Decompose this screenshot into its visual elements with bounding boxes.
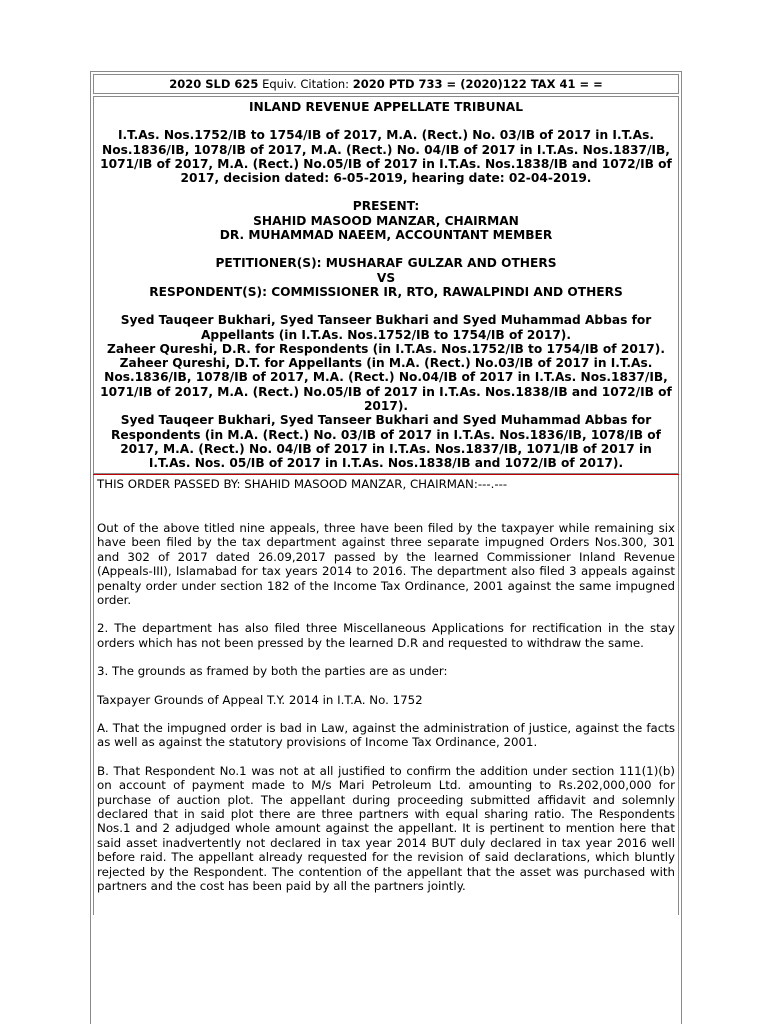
bench-chairman: SHAHID MASOOD MANZAR, CHAIRMAN bbox=[253, 213, 519, 228]
tribunal-name: INLAND REVENUE APPELLATE TRIBUNAL bbox=[249, 100, 523, 114]
paragraph: A. That the impugned order is bad in Law, against the administration of justice, against the facts as well as against the statutory provisions of Income Tax Ordinance, 2001. bbox=[97, 721, 675, 750]
counsel-line: Zaheer Qureshi, D.T. for Appellants (in M.A. (Rect.) No.03/IB of 2017 in I.T.As. Nos.1836/IB, 1078/IB of 2017, M.A. (Rect.) No.04/IB of 2017 in I.T.As. Nos.1837/IB, 1071/IB of 2017, M.A. (Rect.) No.05/IB of 2017 in I.T.As. Nos.1838/IB and 1072/IB of 2017). bbox=[100, 356, 672, 414]
citation-bar bbox=[93, 74, 679, 94]
counsel-line: Syed Tauqeer Bukhari, Syed Tanseer Bukhari and Syed Muhammad Abbas for Respondents (in M.A. (Rect.) No. 03/IB of 2017 in I.T.As. Nos.1836/IB, 1078/IB of 2017, M.A. (Rect.) No. 04/IB of 2017 in I.T.As. Nos.1837/IB, 1071/IB of 2017 in I.T.As. Nos. 05/IB of 2017 in I.T.As. Nos.1838/IB and 1072/IB of 2017). bbox=[111, 413, 661, 471]
case-numbers: I.T.As. Nos.1752/IB to 1754/IB of 2017, M.A. (Rect.) No. 03/IB of 2017 in I.T.As. Nos.1836/IB, 1078/IB of 2017, M.A. (Rect.) No. 04/IB of 2017 in I.T.As. Nos.1837/IB, 1071/IB of 2017, M.A. (Rect.) No.05/IB of 2017 in I.T.As. Nos.1838/IB and 1072/IB of 2017, decision dated: 6-05-2019, hearing date: 02-04-2019. bbox=[100, 128, 672, 186]
counsel-line: Syed Tauqeer Bukhari, Syed Tanseer Bukhari and Syed Muhammad Abbas for Appellants (in I.T.As. Nos.1752/IB to 1754/IB of 2017). bbox=[120, 313, 652, 342]
citation-equiv-label: Equiv. Citation: bbox=[262, 77, 350, 91]
bench-member: DR. MUHAMMAD NAEEM, ACCOUNTANT MEMBER bbox=[219, 228, 553, 243]
paragraph: 2. The department has also filed three Miscellaneous Applications for rectification in the stay orders which has not been pressed by the learned D.R and requested to withdraw the same. bbox=[97, 621, 675, 650]
paragraph: B. That Respondent No.1 was not at all justified to confirm the addition under section 111(1)(b) on account of payment made to M/s Mari Petroleum Ltd. amounting to Rs.202,000,000 for purchase of auction plot. The appellant during proceeding submitted affidavit and solemnly declared that in said plot there are three partners with equal sharing ratio. The Respondents Nos.1 and 2 adjudged whole amount against the appellant. It is pertinent to mention here that said asset inadvertently not declared in tax year 2014 BUT duly declared in tax year 2016 well before raid. The appellant already requested for the revision of said declarations, which bluntly rejected by the Respondent. The contention of the appellant that the asset was purchased with partners and the cost has been paid by all the partners jointly. bbox=[97, 763, 675, 894]
respondent: RESPONDENT(S): COMMISSIONER IR, RTO, RAWALPINDI AND OTHERS bbox=[149, 284, 623, 299]
citation-sld: 2020 SLD 625 bbox=[169, 77, 259, 91]
paragraph: 3. The grounds as framed by both the parties are as under: bbox=[97, 664, 448, 679]
paragraph: Out of the above titled nine appeals, three have been filed by the taxpayer while remaining six have been filed by the tax department against three separate impugned Orders Nos.300, 301 and 302 of 2017 dated 26.09,2017 passed by the learned Commissioner Inland Revenue (Appeals-III), Islamabad for tax years 2014 to 2016. The department also filed 3 appeals against penalty order under section 182 of the Income Tax Ordinance, 2001 against the same impugned order. bbox=[97, 520, 675, 607]
petitioner: PETITIONER(S): MUSHARAF GULZAR AND OTHERS bbox=[215, 256, 557, 271]
case-header bbox=[93, 96, 679, 474]
citation-ptd: 2020 PTD 733 = (2020)122 TAX 41 = = bbox=[352, 77, 603, 91]
present-label: PRESENT: bbox=[352, 199, 420, 214]
order-body bbox=[93, 475, 679, 915]
counsel-line: Zaheer Qureshi, D.R. for Respondents (in I.T.As. Nos.1752/IB to 1754/IB of 2017). bbox=[107, 341, 665, 356]
versus: VS bbox=[376, 270, 396, 285]
order-passed-by: THIS ORDER PASSED BY: SHAHID MASOOD MANZAR, CHAIRMAN:---.--- bbox=[97, 476, 508, 491]
paragraph: Taxpayer Grounds of Appeal T.Y. 2014 in I.T.A. No. 1752 bbox=[97, 692, 423, 707]
document-frame bbox=[90, 71, 682, 1024]
